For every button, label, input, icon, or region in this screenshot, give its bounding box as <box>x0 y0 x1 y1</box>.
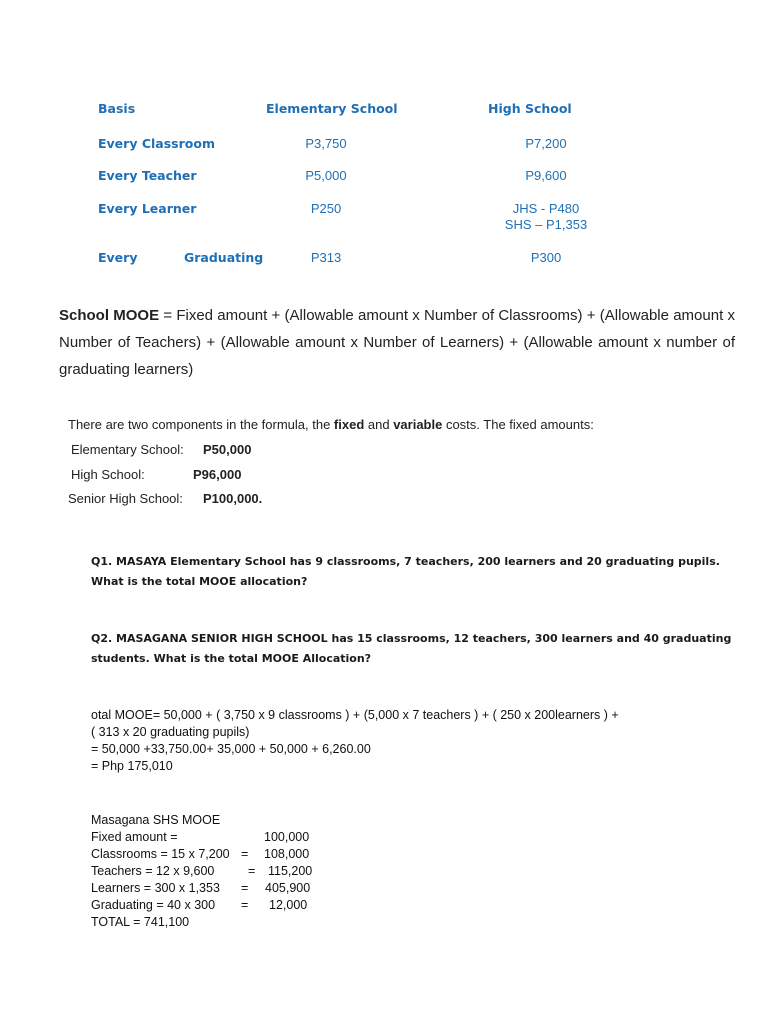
row-elem-learner: P250 <box>310 201 342 216</box>
answer-2-row-value: 108,000 <box>264 847 310 861</box>
row-high-learner <box>486 201 606 233</box>
answer-1-line: = Php 175,010 <box>91 759 173 773</box>
answer-1-line: ( 313 x 20 graduating pupils) <box>91 725 250 739</box>
answer-2-row-value: 12,000 <box>269 898 308 912</box>
question-1-line1: Q1. MASAYA Elementary School has 9 classrooms, 7 teachers, 200 learners and 20 graduating pupils. <box>91 555 720 568</box>
answer-1-line: = 50,000 +33,750.00+ 35,000 + 50,000 + 6,260.00 <box>91 742 371 756</box>
formula-label: School MOOE <box>59 307 160 324</box>
row-high-classroom: P7,200 <box>525 136 567 151</box>
fixed-shs-value: P100,000. <box>203 491 263 506</box>
fixed-shs-label: Senior High School: <box>68 491 183 506</box>
answer-2-row-eq: = <box>241 898 249 912</box>
answer-2-row-eq: = <box>241 847 249 861</box>
question-2-line1: Q2. MASAGANA SENIOR HIGH SCHOOL has 15 classrooms, 12 teachers, 300 learners and 40 graduating <box>91 632 732 645</box>
row-basis-graduating-a: Every <box>98 250 138 265</box>
header-elementary: Elementary School <box>266 101 398 116</box>
row-high-teacher: P9,600 <box>525 168 567 183</box>
answer-2-row-eq: = <box>241 881 249 895</box>
components-intro <box>68 417 594 432</box>
answer-2-row-value: 115,200 <box>268 864 313 878</box>
fixed-high-value: P96,000 <box>193 467 242 482</box>
question-2 <box>91 629 731 669</box>
row-elem-classroom: P3,750 <box>305 136 347 151</box>
answer-2-row-label: Fixed amount = <box>91 830 178 844</box>
row-high-learner-shs: SHS – P1,353 <box>504 217 588 232</box>
row-basis-graduating-b: Graduating <box>184 250 264 265</box>
row-basis-learner: Every Learner <box>98 201 197 216</box>
answer-2-row-label: Classrooms = 15 x 7,200 <box>91 847 230 861</box>
row-elem-teacher: P5,000 <box>305 168 347 183</box>
answer-2-row-value: 405,900 <box>265 881 311 895</box>
row-elem-graduating: P313 <box>310 250 342 265</box>
formula-text: = Fixed amount + (Allowable amount x Number of Classrooms) + (Allowable amount x Number of Teachers) + (Allowable amount x Number of Learners) + (Allowable amount x number of graduating learners) <box>59 307 735 378</box>
fixed-high-label: High School: <box>71 467 145 482</box>
row-basis-teacher: Every Teacher <box>98 168 197 183</box>
fixed-elementary-label: Elementary School: <box>71 442 184 457</box>
question-2-line2: students. What is the total MOOE Allocation? <box>91 652 372 665</box>
answer-2 <box>91 812 351 932</box>
intro-variable: variable <box>393 417 443 432</box>
row-basis-classroom: Every Classroom <box>98 136 215 151</box>
fixed-elementary-value: P50,000 <box>203 442 252 457</box>
answer-2-row-eq: = <box>248 864 256 878</box>
mooe-formula <box>59 302 735 383</box>
answer-1-line: otal MOOE= 50,000 + ( 3,750 x 9 classrooms ) + (5,000 x 7 teachers ) + ( 250 x 200learners ) + <box>91 708 619 722</box>
intro-text-b: and <box>364 417 394 432</box>
row-high-graduating: P300 <box>530 250 562 265</box>
header-basis: Basis <box>98 101 136 116</box>
intro-fixed: fixed <box>333 417 365 432</box>
answer-2-row-value: 100,000 <box>264 830 310 844</box>
answer-2-row-label: Teachers = 12 x 9,600 <box>91 864 215 878</box>
answer-2-title: Masagana SHS MOOE <box>91 813 221 827</box>
intro-text-c: costs. The fixed amounts: <box>442 417 594 432</box>
question-1 <box>91 552 720 592</box>
header-high-school: High School <box>488 101 572 116</box>
answer-2-row-label: Learners = 300 x 1,353 <box>91 881 220 895</box>
answer-1 <box>91 707 619 775</box>
answer-2-row-label: Graduating = 40 x 300 <box>91 898 216 912</box>
intro-text-a: There are two components in the formula, the <box>68 417 334 432</box>
row-high-learner-jhs: JHS - P480 <box>512 201 580 216</box>
question-1-line2: What is the total MOOE allocation? <box>91 575 308 588</box>
answer-2-total: TOTAL = 741,100 <box>91 915 190 929</box>
